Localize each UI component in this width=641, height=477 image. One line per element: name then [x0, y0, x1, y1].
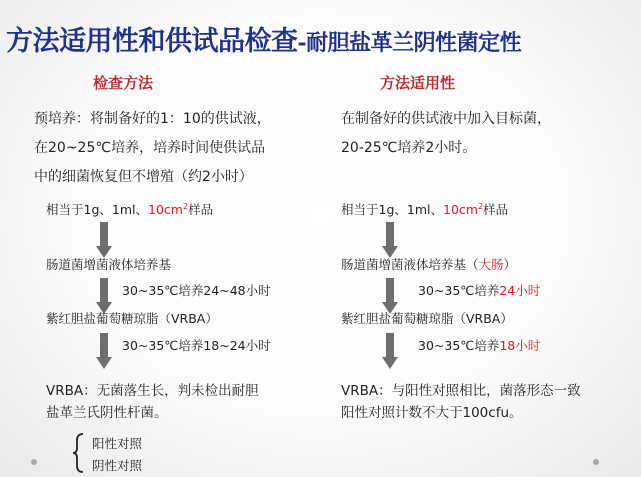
right-medium-1: 肠道菌增菌液体培养基（大肠） — [341, 257, 517, 272]
left-heading: 检查方法 — [93, 74, 154, 92]
left-medium-1: 肠道菌增菌液体培养基 — [46, 257, 172, 272]
left-condition-1: 30~35℃培养24~48小时 — [122, 283, 271, 298]
left-sample-line: 相当于1g、1ml、$10cm^2$样品 — [46, 202, 214, 217]
slide-title — [6, 22, 641, 62]
right-sample-highlight: $10cm^2$ — [443, 202, 484, 217]
positive-control-label: 阳性对照 — [92, 436, 143, 451]
right-condition-2: 30~35℃培养18小时 — [418, 338, 541, 353]
down-arrow-icon — [382, 222, 398, 258]
left-result-line-2: 盐革兰氏阴性杆菌。 — [46, 405, 168, 421]
right-medium-1-highlight: 大肠 — [478, 257, 504, 272]
left-medium-2: 紫红胆盐葡萄糖琼脂（VRBA） — [46, 311, 218, 326]
left-brace-icon — [72, 432, 84, 474]
negative-control-label: 阴性对照 — [92, 458, 143, 473]
right-condition-1-highlight: 24小时 — [499, 283, 541, 298]
decorative-dot — [31, 459, 37, 465]
right-condition-2-highlight: 18小时 — [499, 338, 541, 353]
left-pre-line-1: 预培养：将制备好的1：10的供试液， — [34, 111, 271, 127]
right-heading: 方法适用性 — [380, 74, 456, 92]
left-pre-line-2: 在20~25℃培养，培养时间使供试品 — [34, 140, 266, 156]
right-medium-2: 紫红胆盐葡萄糖琼脂（VRBA） — [341, 311, 513, 326]
left-result-line-1: VRBA：无菌落生长，判未检出耐胆 — [46, 383, 259, 399]
right-condition-1: 30~35℃培养24小时 — [418, 283, 541, 298]
title-sub: -耐胆盐革兰阴性菌定性 — [297, 30, 522, 56]
right-pre-line-1: 在制备好的供试液中加入目标菌， — [341, 111, 551, 127]
right-pre-line-2: 20-25℃培养2小时。 — [341, 140, 477, 156]
down-arrow-icon — [96, 222, 112, 258]
down-arrow-icon — [382, 333, 398, 369]
down-arrow-icon — [96, 333, 112, 369]
left-sample-highlight: $10cm^2$ — [148, 202, 189, 217]
title-main: 方法适用性和供试品检查 — [6, 26, 298, 57]
decorative-dot — [593, 459, 599, 465]
right-sample-line: 相当于1g、1ml、$10cm^2$样品 — [341, 202, 509, 217]
right-result-line-1: VRBA：与阳性对照相比，菌落形态一致 — [341, 383, 581, 399]
left-pre-line-3: 中的细菌恢复但不增殖（约2小时） — [34, 169, 253, 185]
left-condition-2: 30~35℃培养18~24小时 — [122, 338, 271, 353]
right-result-line-2: 阳性对照计数不大于100cfu。 — [341, 405, 523, 421]
